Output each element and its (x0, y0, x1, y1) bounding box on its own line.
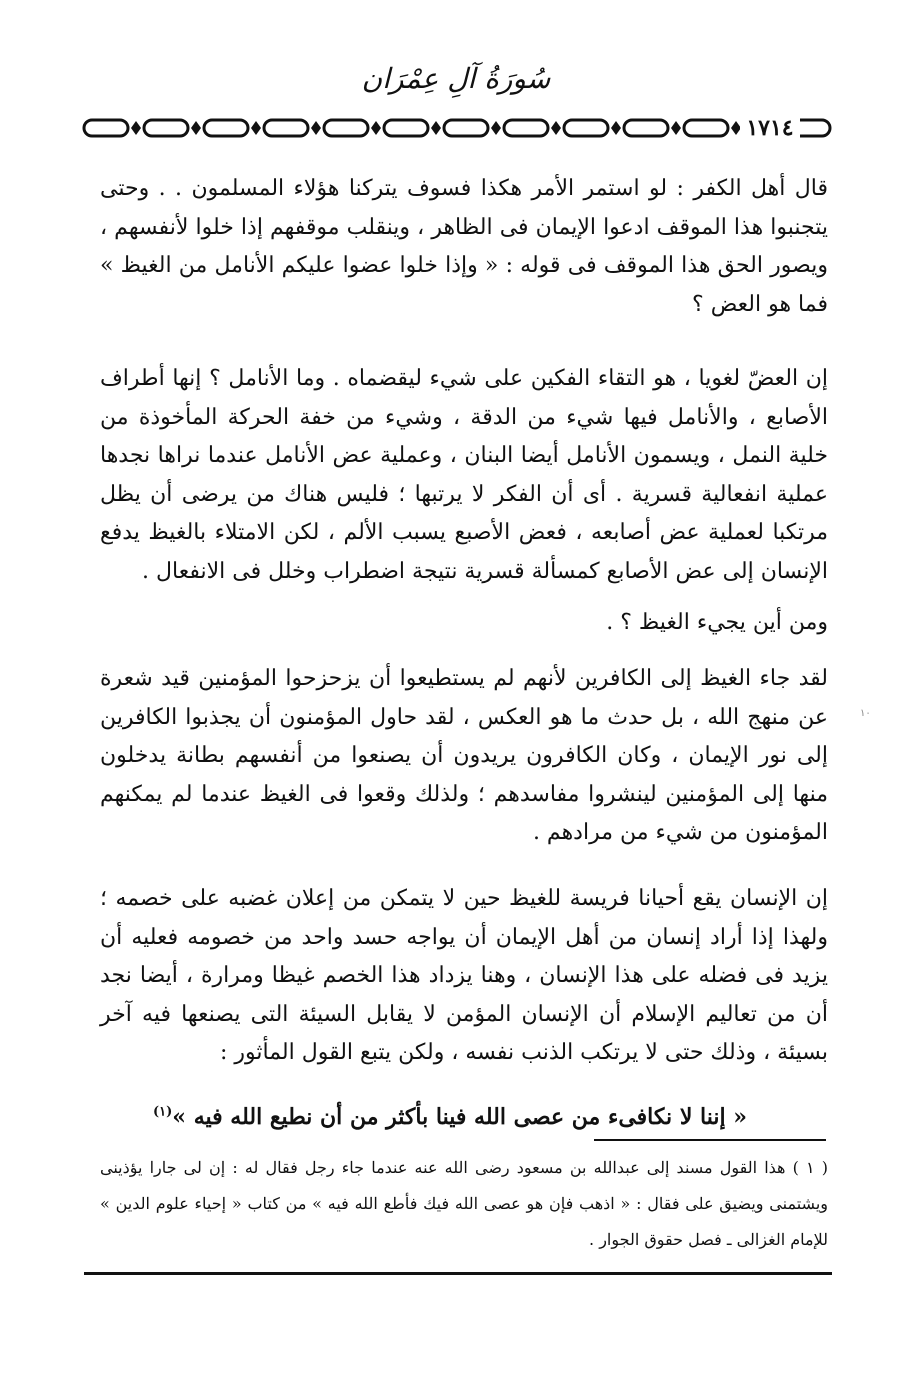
bottom-rule (84, 1272, 832, 1275)
quoted-saying (100, 1098, 800, 1136)
surah-title: سُورَةُ آلِ عِمْرَان (361, 62, 551, 95)
paragraph: إن الإنسان يقع أحيانا فريسة للغيظ حين لا يتمكن من إعلان غضبه على خصمه ؛ ولهذا إذا أراد إنسان من أهل الإيمان أن يواجه حسد واحد من خصومه فعليه أن يزيد فى فضله على هذا الإنسان ، وهنا يزداد هذا الخصم غيظا ومرارة ، أيضا نجد أن من تعاليم الإسلام أن الإنسان المؤمن لا يقابل السيئة التى يصنعها فيه آخر بسيئة ، وذلك حتى لا يرتكب الذنب نفسه ، ولكن يتبع القول المأثور : (100, 886, 828, 1065)
footnote: ( ١ ) هذا القول مسند إلى عبدالله بن مسعود رضى الله عنه عندما جاء رجل فقال له : إن لى جارا يؤذينى ويشتمنى ويضيق على فقال : « اذهب فإن هو عصى الله فيك فأطع الله فيه » من كتاب « إحياء علوم الدين » للإمام الغزالى ـ فصل حقوق الجوار . (100, 1158, 829, 1249)
paragraph: لقد جاء الغيظ إلى الكافرين لأنهم لم يستطيعوا أن يزحزحوا المؤمنين قيد شعرة عن منهج الله ، بل حدث ما هو العكس ، لقد حاول المؤمنون أن يجذبوا الكافرين إلى نور الإيمان ، وكان الكافرون يريدون أن يصنعوا من أنفسهم بطانة يدخلون منها إلى المؤمنين لينشروا مفاسدهم ؛ ولذلك وقعوا فى الغيظ عندما لم يمكنهم المؤمنون من شيء من مرادهم . (100, 666, 828, 845)
ornamental-border (82, 115, 834, 141)
margin-mark: ١٠ (860, 708, 871, 719)
page-number: ١٧١٤ (740, 114, 800, 142)
paragraph: ومن أين يجيء الغيظ ؟ . (606, 610, 828, 635)
footnote-separator (594, 1139, 826, 1141)
paragraph: إن العضّ لغويا ، هو التقاء الفكين على شيء ليقضماه . وما الأنامل ؟ إنها أطراف الأصابع ، والأنامل فيها شيء من الدقة ، وشيء من خفة الحركة المأخوذة من خلية النمل ، ويسمون الأنامل أيضا البنان ، وعملية عض الأنامل عندما نراها نجدها عملية انفعالية قسرية . أى أن الفكر لا يرتبها ؛ فليس هناك من يرضى أن يظل مرتكبا لعملية عض أصابعه ، فعض الأصبع يسبب الألم ، لكن الامتلاء بالغيظ يدفع الإنسان إلى عض الأصابع كمسألة قسرية نتيجة اضطراب وخلل فى الانفعال . (100, 366, 828, 584)
quote-text: « إننا لا نكافىء من عصى الله فينا بأكثر من أن نطيع الله فيه » (172, 1104, 748, 1130)
paragraph: قال أهل الكفر : لو استمر الأمر هكذا فسوف يتركنا هؤلاء المسلمون . . وحتى يتجنبوا هذا الموقف ادعوا الإيمان فى الظاهر ، وينقلب موقفهم إذا خلوا لأنفسهم ، ويصور الحق هذا الموقف فى قوله : « وإذا خلوا عضوا عليكم الأنامل من الغيظ » فما هو العض ؟ (100, 176, 828, 317)
footnote-reference: (١) (152, 1104, 173, 1120)
